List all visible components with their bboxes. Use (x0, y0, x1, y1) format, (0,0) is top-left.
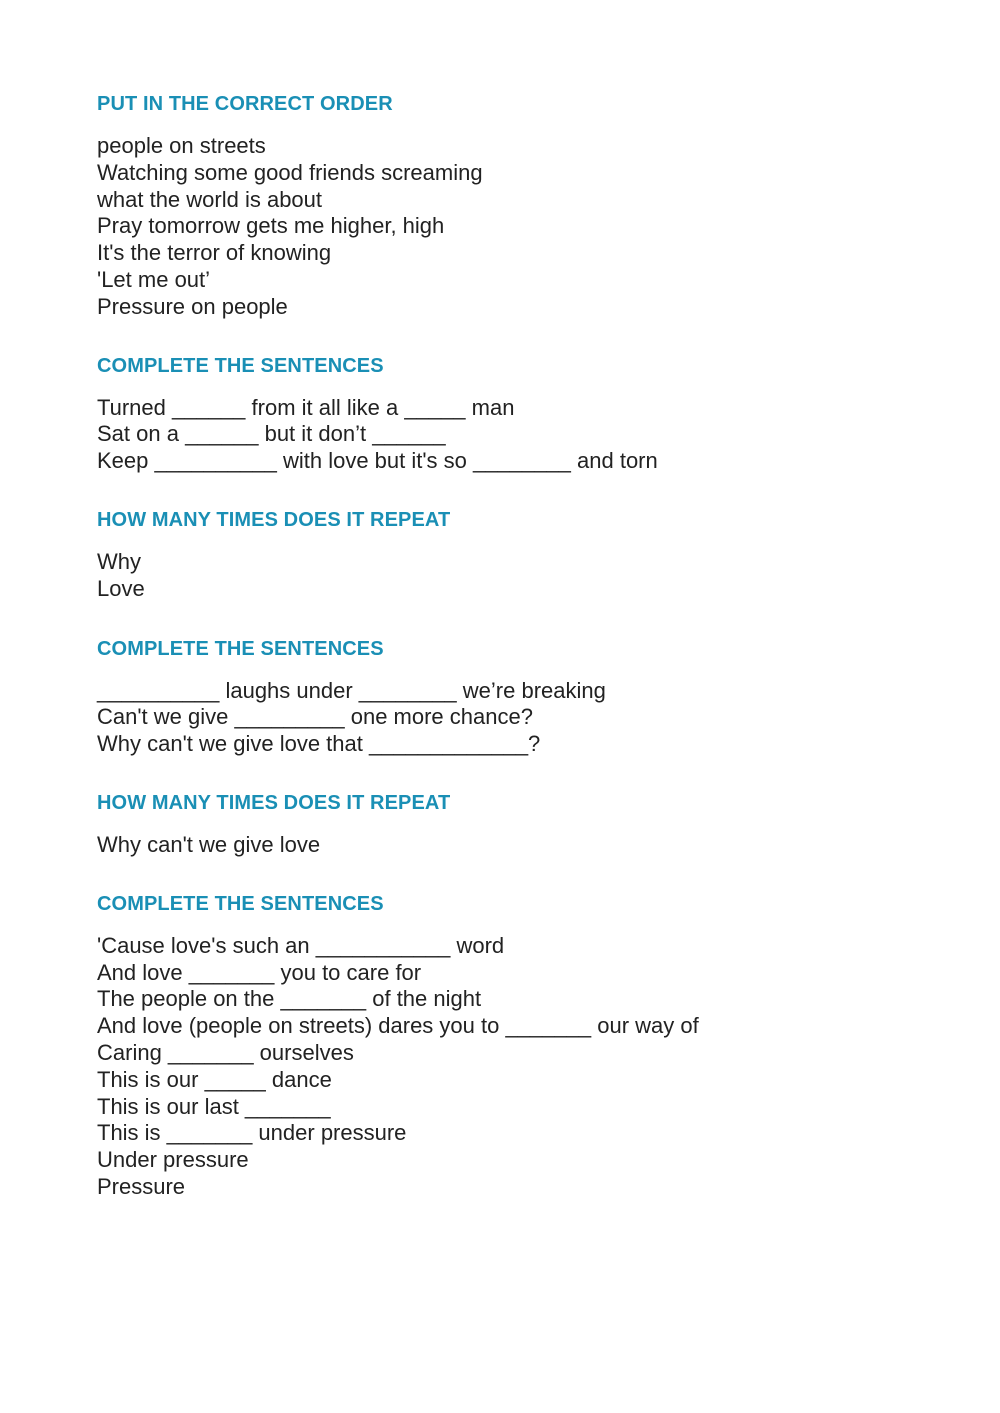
repeat-word: Why (97, 548, 141, 574)
section-put-in-order (97, 90, 957, 321)
fill-in-line: Caring _______ ourselves (97, 1039, 354, 1065)
lyric-line: It's the terror of knowing (97, 240, 332, 266)
section-repeat-count-1 (97, 506, 957, 603)
fill-in-line: This is _______ under pressure (97, 1120, 407, 1146)
repeat-phrase: Why can't we give love (97, 831, 321, 857)
fill-in-line: This is our _____ dance (97, 1066, 332, 1092)
fill-in-line: Sat on a ______ but it don’t ______ (97, 421, 446, 447)
section-complete-sentences-2 (97, 635, 957, 758)
fill-in-line: This is our last _______ (97, 1093, 331, 1119)
fill-in-line: Turned ______ from it all like a _____ man (97, 394, 515, 420)
section-complete-sentences-1 (97, 352, 957, 475)
section-heading: HOW MANY TIMES DOES IT REPEAT (97, 791, 451, 814)
line-list (97, 133, 957, 321)
section-heading: COMPLETE THE SENTENCES (97, 354, 384, 377)
fill-in-line: __________ laughs under ________ we’re breaking (97, 677, 606, 703)
line-list (97, 678, 957, 758)
lyric-line: what the world is about (97, 186, 323, 212)
line-list (97, 549, 957, 603)
section-heading: PUT IN THE CORRECT ORDER (97, 93, 393, 115)
fill-in-line: Can't we give _________ one more chance? (97, 704, 533, 730)
lyric-line: Pray tomorrow gets me higher, high (97, 213, 445, 239)
section-heading: HOW MANY TIMES DOES IT REPEAT (97, 508, 451, 531)
line-list (97, 832, 957, 859)
section-heading: COMPLETE THE SENTENCES (97, 892, 384, 915)
fill-in-line: The people on the _______ of the night (97, 986, 482, 1012)
repeat-word: Love (97, 575, 145, 601)
lyric-line: Pressure (97, 1173, 186, 1199)
fill-in-line: And love _______ you to care for (97, 959, 422, 985)
section-complete-sentences-3 (97, 890, 957, 1201)
section-heading: COMPLETE THE SENTENCES (97, 637, 384, 660)
lyric-line: Pressure on people (97, 293, 288, 319)
lyric-line: Watching some good friends screaming (97, 159, 483, 185)
fill-in-line: 'Cause love's such an ___________ word (97, 932, 505, 958)
fill-in-line: And love (people on streets) dares you to _______ our way of (97, 1013, 699, 1039)
fill-in-line: Why can't we give love that _____________? (97, 731, 541, 757)
line-list (97, 933, 957, 1201)
lyric-line: people on streets (97, 133, 266, 158)
line-list (97, 395, 957, 475)
worksheet (97, 90, 957, 1201)
lyric-line: Under pressure (97, 1147, 249, 1173)
fill-in-line: Keep __________ with love but it's so ________ and torn (97, 448, 658, 474)
section-repeat-count-2 (97, 789, 957, 859)
lyric-line: 'Let me out’ (97, 266, 211, 292)
